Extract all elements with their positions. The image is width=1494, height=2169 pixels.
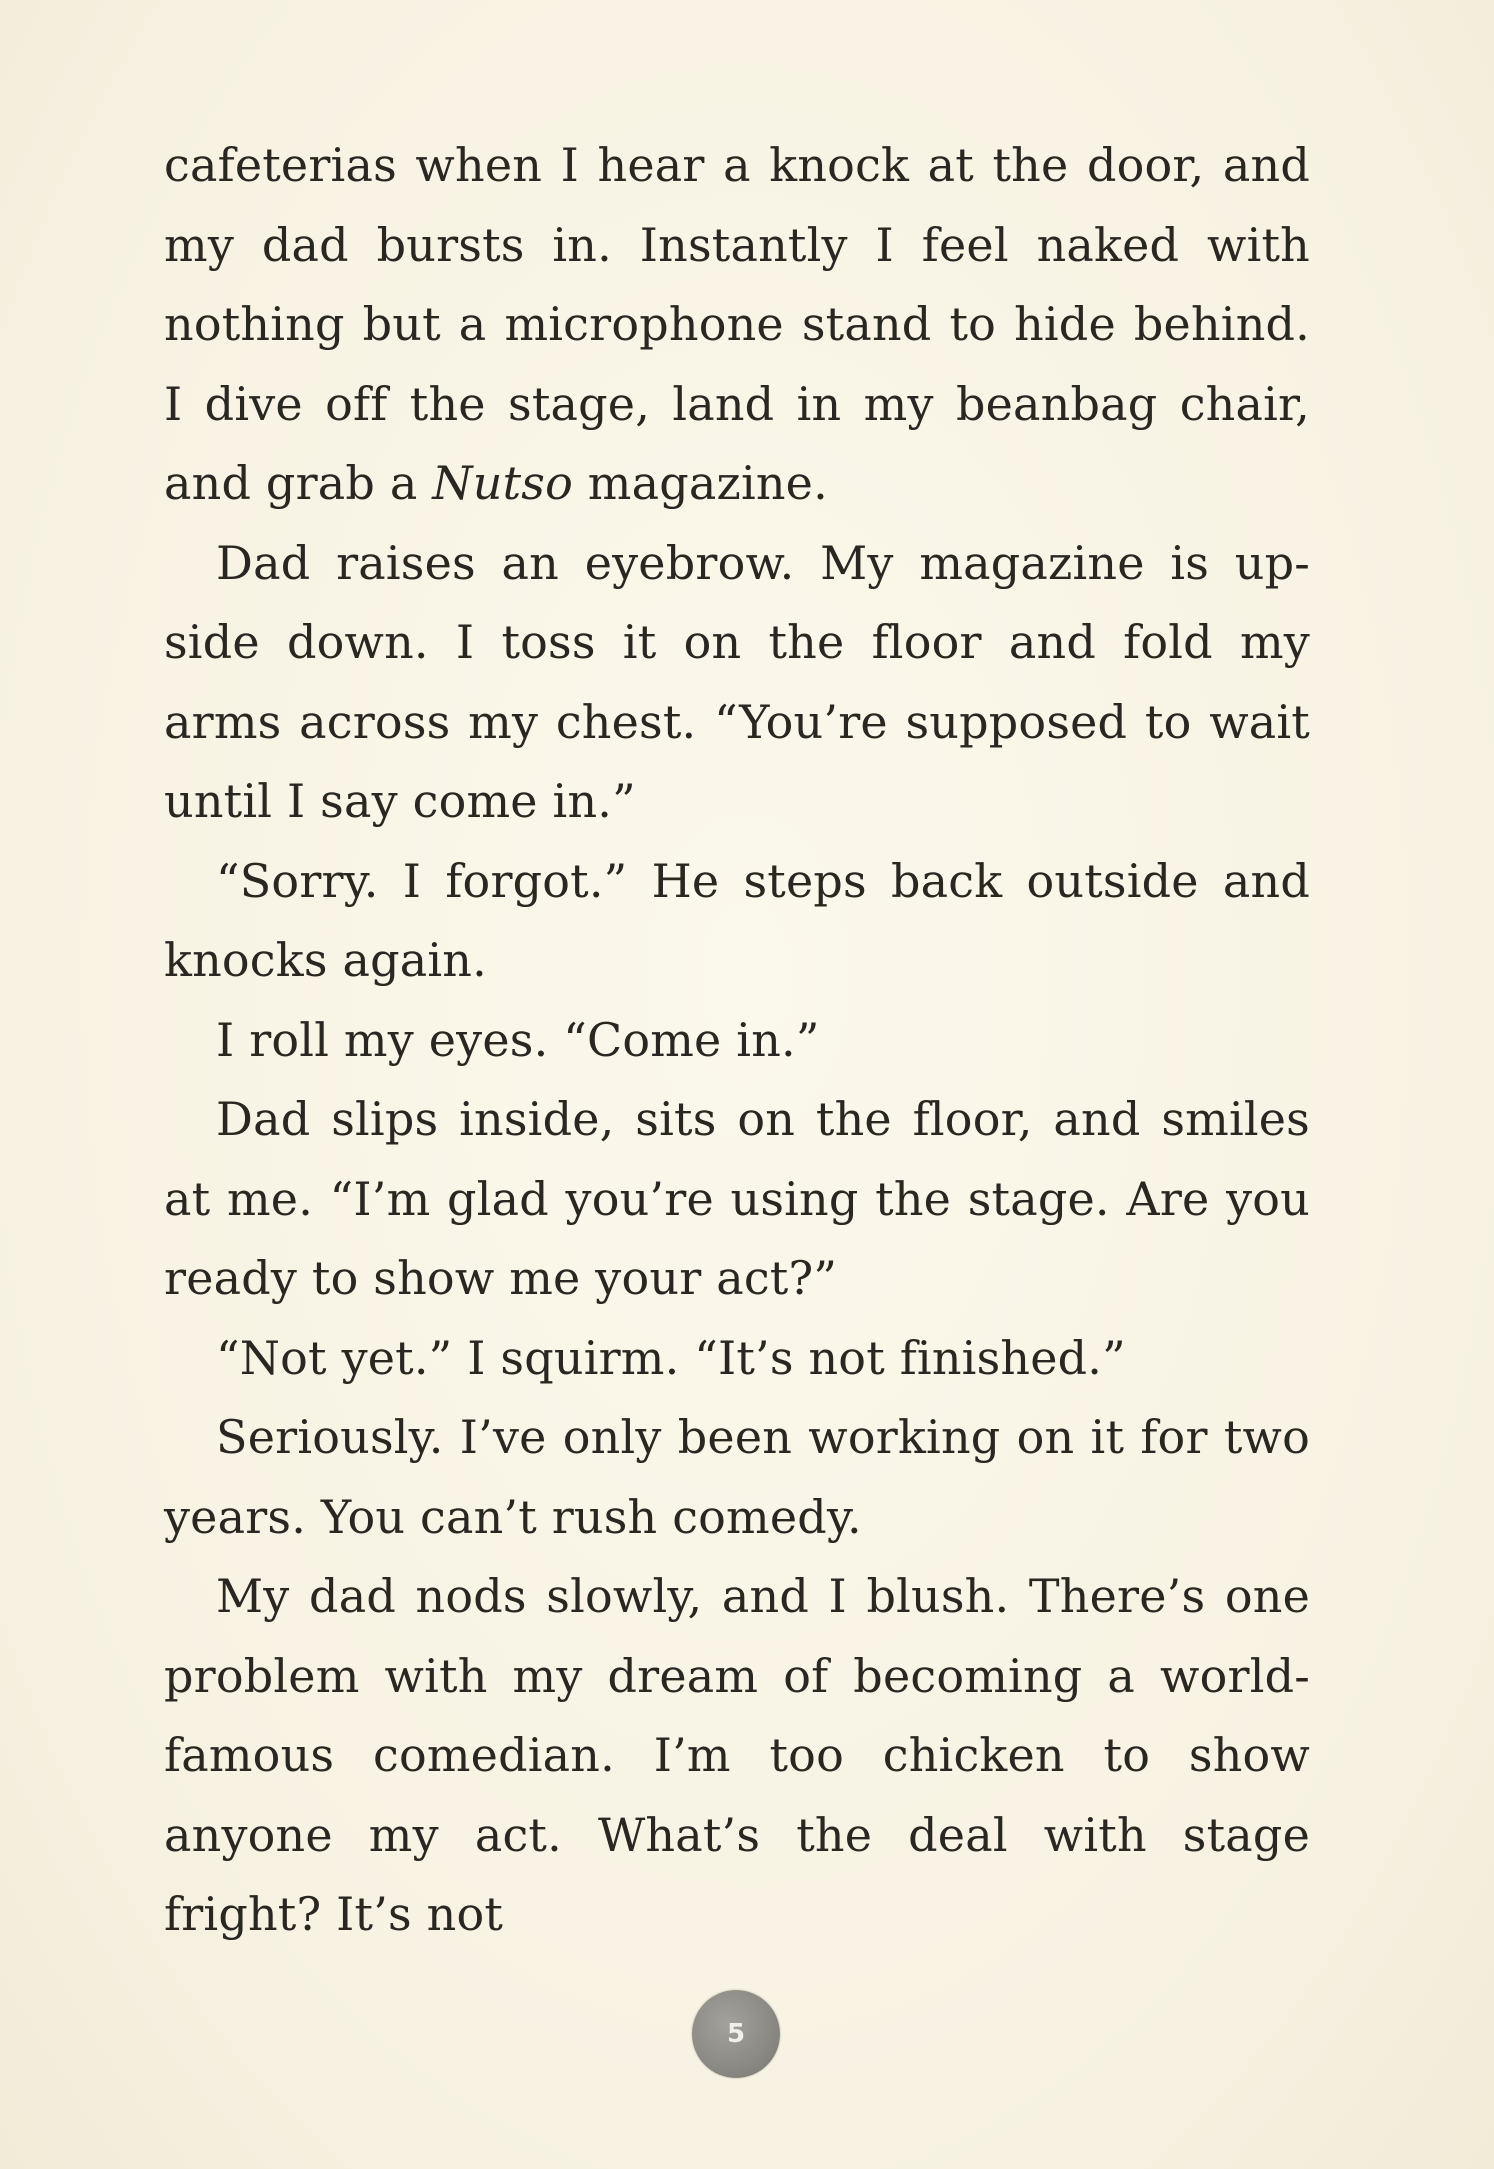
- text-segment: Dad raises an eyebrow. My magazine is up-side down. I toss it on the floor and fold my arms across my chest. “You’re supposed to wait until I say come in.”: [164, 535, 1310, 828]
- paragraph: [164, 126, 1310, 524]
- paragraph: [164, 1398, 1310, 1557]
- text-segment: “Sorry. I forgot.” He steps back outside and knocks again.: [164, 853, 1310, 987]
- italic-text: Nutso: [432, 456, 573, 510]
- text-segment: I roll my eyes. “Come in.”: [216, 1012, 820, 1067]
- text-segment: Dad slips inside, sits on the floor, and smiles at me. “I’m glad you’re using the stage. Are you ready to show me your act?”: [164, 1092, 1310, 1305]
- page-number-badge: [692, 1990, 780, 2078]
- text-segment: magazine.: [572, 456, 828, 510]
- body-text: [164, 126, 1310, 1955]
- paragraph: [164, 1080, 1310, 1319]
- text-segment: My dad nods slowly, and I blush. There’s one problem with my dream of becoming a world-famous comedian. I’m too chicken to show anyone my act. What’s the deal with stage fright? It’s not: [164, 1569, 1310, 1941]
- paragraph: [164, 1319, 1310, 1399]
- paragraph: [164, 524, 1310, 842]
- paragraph: [164, 1557, 1310, 1955]
- paragraph: [164, 842, 1310, 1001]
- text-segment: cafeterias when I hear a knock at the door, and my dad bursts in. Instantly I feel naked with nothing but a microphone stand to hide behind. I dive off the stage, land in my beanbag chair, and grab a: [164, 138, 1310, 510]
- paragraph: [164, 1001, 1310, 1081]
- text-segment: Seriously. I’ve only been working on it for two years. You can’t rush comedy.: [164, 1410, 1310, 1544]
- page-number: 5: [726, 2019, 746, 2049]
- text-segment: “Not yet.” I squirm. “It’s not finished.”: [216, 1330, 1126, 1385]
